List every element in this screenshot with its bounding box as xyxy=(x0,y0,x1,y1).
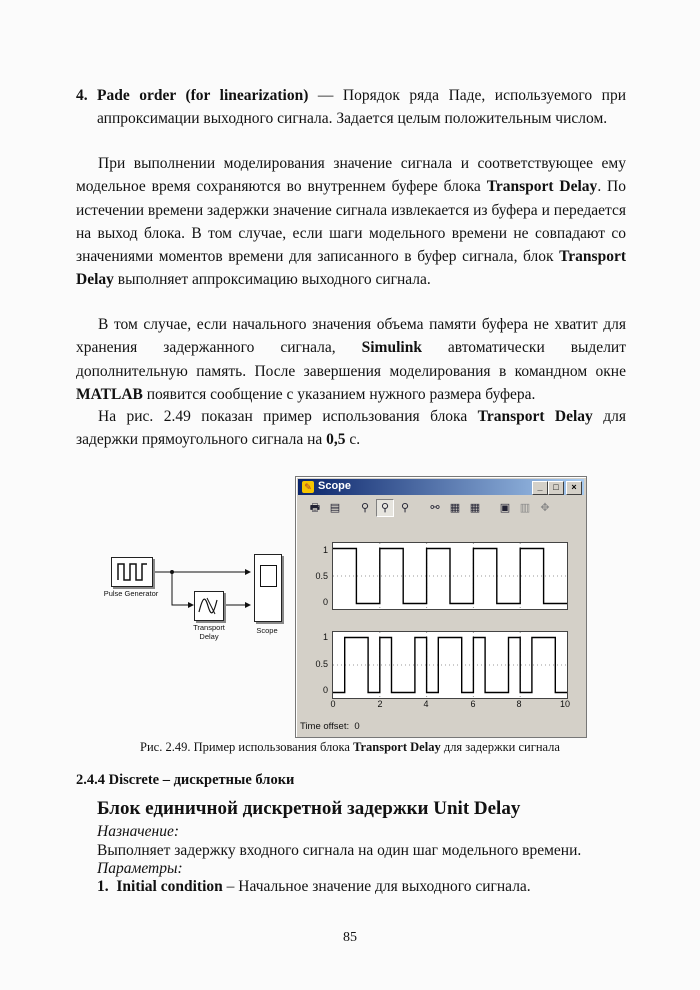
y-tick: 0 xyxy=(322,597,328,607)
paragraph-memory xyxy=(76,313,626,406)
pulse-generator-block[interactable] xyxy=(111,557,153,587)
restore-axes-icon[interactable]: ▦ xyxy=(469,502,481,514)
text: появится сообщение с указанием нужного размера буфера. xyxy=(142,385,536,403)
page-number: 85 xyxy=(343,930,357,945)
purpose-text: Выполняет задержку входного сигнала на один шаг модельного времени. xyxy=(97,842,582,859)
bold-term: Transport Delay xyxy=(353,740,441,754)
section-heading: 2.4.4 Discrete – дискретные блоки xyxy=(76,772,295,788)
params-icon[interactable]: ▤ xyxy=(329,502,341,514)
print-icon[interactable]: 🖶 xyxy=(309,502,321,514)
bold-term: Simulink xyxy=(361,339,422,357)
y-tick: 1 xyxy=(322,632,328,642)
maximize-button[interactable]: □ xyxy=(548,481,564,495)
time-offset xyxy=(300,721,360,732)
y-tick: 1 xyxy=(322,545,328,555)
plot-pulse-svg xyxy=(333,543,567,609)
time-offset-value: 0 xyxy=(354,721,360,732)
scope-window[interactable] xyxy=(295,476,587,738)
x-tick: 6 xyxy=(470,699,476,709)
text: выполняет аппроксимацию выходного сигнала. xyxy=(113,271,431,289)
text: для задержки прямоугольного сигнала на xyxy=(76,408,626,449)
scope-screen-icon xyxy=(260,565,277,587)
param-name: Initial condition xyxy=(116,878,223,895)
text: с. xyxy=(345,431,361,449)
plot-delayed-svg xyxy=(333,632,567,698)
zoom-y-icon[interactable]: ⚲ xyxy=(400,502,410,514)
scope-label: Scope xyxy=(256,626,278,635)
x-tick: 8 xyxy=(516,699,522,709)
autoscale-icon[interactable]: ⚯ xyxy=(430,502,440,514)
item-number: 1. xyxy=(97,878,109,895)
series-line xyxy=(333,549,567,604)
lock-icon[interactable]: ▥ xyxy=(519,502,531,514)
text: автоматически выделит дополнительную память. После завершения моделирования в командном окне xyxy=(76,339,626,380)
transport-delay-block[interactable] xyxy=(194,591,224,621)
list-item-pade-order xyxy=(76,84,626,131)
bold-term: MATLAB xyxy=(76,385,143,403)
signal-select-icon[interactable]: ✥ xyxy=(540,502,550,514)
param-description: — Порядок ряда Паде, используемого при аппроксимации выходного сигнала. Задается целым положительным числом. xyxy=(97,87,626,128)
block-heading: Блок единичной дискретной задержки Unit Delay xyxy=(97,798,521,819)
text: для задержки сигнала xyxy=(440,740,560,754)
purpose-label: Назначение: xyxy=(97,823,179,840)
params-label: Параметры: xyxy=(97,860,183,877)
transport-delay-label: Transport Delay xyxy=(193,623,225,641)
plot-pulse[interactable] xyxy=(332,542,568,610)
figure-caption xyxy=(0,740,700,755)
text: Рис. 2.49. Пример использования блока xyxy=(140,740,354,754)
title-bar[interactable] xyxy=(298,479,584,495)
y-tick: 0.5 xyxy=(315,571,328,581)
time-offset-label: Time offset: xyxy=(300,721,350,732)
bold-term: Transport Delay xyxy=(477,408,593,425)
save-axes-icon[interactable]: ▦ xyxy=(449,502,461,514)
y-tick: 0.5 xyxy=(315,659,328,669)
bold-term: Transport Delay xyxy=(76,248,626,289)
zoom-x-icon[interactable]: ⚲ xyxy=(376,499,394,517)
param-item-initial-condition xyxy=(97,878,531,896)
delay-icon xyxy=(195,592,223,620)
minimize-button[interactable]: _ xyxy=(532,481,548,495)
close-button[interactable]: × xyxy=(566,481,582,495)
plot-delayed[interactable] xyxy=(332,631,568,699)
text: В том случае, если начального значения объема памяти буфера не хватит для хранения задержанного сигнала, xyxy=(76,316,626,357)
y-tick: 0 xyxy=(322,685,328,695)
scope-block[interactable] xyxy=(254,554,282,622)
x-tick: 4 xyxy=(423,699,429,709)
param-name: Pade order (for linearization) xyxy=(97,87,309,104)
x-tick: 10 xyxy=(559,699,570,709)
pulse-icon xyxy=(112,558,152,586)
scope-app-icon: ✎ xyxy=(302,481,314,493)
text: При выполнении моделирования значение сигнала и соответствующее ему модельное время сохраняются во внутреннем буфере блока xyxy=(76,155,626,196)
x-tick: 0 xyxy=(330,699,336,709)
text: . По истечении времени задержки значение сигнала извлекается из буфера и передается на выход блока. В том случае, если шаги модельного времени не совпадают со значениями моментов времени для записанного в буфер сигнала, блок xyxy=(76,178,626,266)
bold-term: Transport Delay xyxy=(486,178,598,196)
text: На рис. 2.49 показан пример использования блока xyxy=(98,408,478,425)
pulse-generator-label: Pulse Generator xyxy=(103,589,159,598)
x-tick: 2 xyxy=(377,699,383,709)
float-icon[interactable]: ▣ xyxy=(499,502,511,514)
signal-line-pulse-to-delay xyxy=(172,572,193,605)
window-title: Scope xyxy=(318,480,352,492)
zoom-icon[interactable]: ⚲ xyxy=(360,502,370,514)
param-description: – Начальное значение для выходного сигнала. xyxy=(222,878,531,895)
paragraph-example xyxy=(76,405,626,452)
item-number: 4. xyxy=(76,87,88,104)
bold-term: 0,5 xyxy=(326,431,346,449)
paragraph-buffer xyxy=(76,152,626,292)
